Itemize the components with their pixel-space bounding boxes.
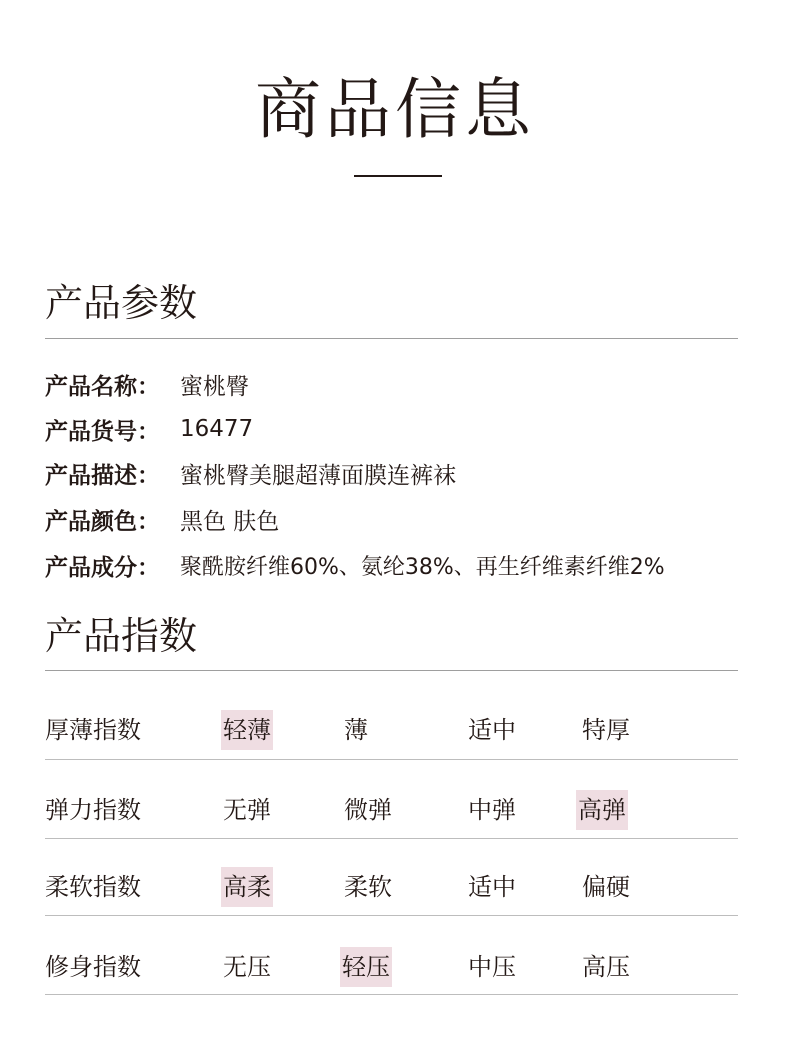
index-row-elasticity	[45, 760, 738, 839]
index-option-selected: 轻薄	[221, 710, 273, 750]
param-value: 16477	[180, 416, 254, 442]
index-option: 无压	[223, 953, 271, 981]
param-value: 蜜桃臀美腿超薄面膜连裤袜	[180, 462, 456, 489]
index-option: 适中	[468, 873, 516, 901]
params-heading: 产品参数	[45, 281, 198, 325]
index-divider	[45, 670, 738, 671]
index-label: 修身指数	[45, 953, 141, 981]
index-option: 无弹	[223, 796, 271, 824]
index-option: 特厚	[582, 716, 630, 744]
param-label: 产品成分：	[45, 554, 160, 581]
param-row-sku	[45, 412, 253, 446]
param-label: 产品颜色：	[45, 508, 160, 535]
index-option: 柔软	[344, 873, 392, 901]
index-option: 中压	[468, 953, 516, 981]
index-option: 薄	[344, 716, 368, 744]
index-row-thickness	[45, 681, 738, 760]
param-value: 蜜桃臀	[180, 373, 249, 400]
param-label: 产品货号：	[45, 418, 160, 445]
index-heading: 产品指数	[45, 614, 198, 658]
index-option: 高压	[582, 953, 630, 981]
index-row-softness	[45, 839, 738, 918]
param-row-name	[45, 367, 249, 401]
param-value: 黑色 肤色	[180, 508, 280, 535]
param-row-material	[45, 548, 665, 582]
row-divider	[45, 994, 738, 995]
index-label: 柔软指数	[45, 873, 141, 901]
index-option: 中弹	[468, 796, 516, 824]
index-row-fit	[45, 916, 738, 995]
param-row-color	[45, 502, 279, 536]
param-label: 产品名称：	[45, 373, 160, 400]
index-option-selected: 高柔	[221, 867, 273, 907]
param-label: 产品描述：	[45, 462, 160, 489]
page-title: 商品信息	[255, 71, 535, 148]
param-value: 聚酰胺纤维60%、氨纶38%、再生纤维素纤维2%	[180, 554, 665, 580]
params-divider	[45, 338, 738, 339]
param-row-description	[45, 456, 456, 490]
index-label: 弹力指数	[45, 796, 141, 824]
index-option: 偏硬	[582, 873, 630, 901]
index-option: 适中	[468, 716, 516, 744]
title-underline	[354, 175, 442, 177]
index-option-selected: 高弹	[576, 790, 628, 830]
index-label: 厚薄指数	[45, 716, 141, 744]
index-option-selected: 轻压	[340, 947, 392, 987]
index-option: 微弹	[344, 796, 392, 824]
